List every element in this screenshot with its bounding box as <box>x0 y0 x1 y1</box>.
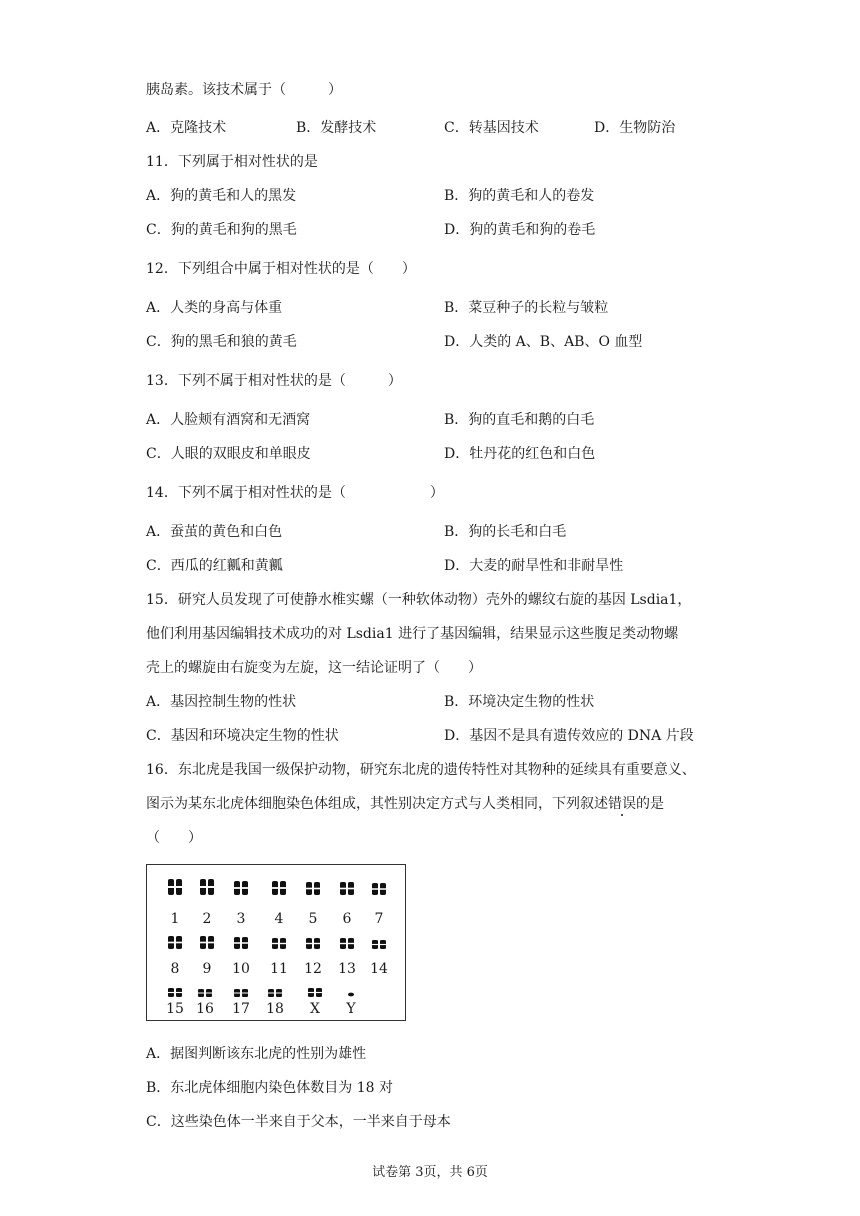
chromosome-6 <box>338 882 356 895</box>
chromosome-12 <box>304 938 322 949</box>
chromosome-3 <box>232 881 250 895</box>
chromosome-X <box>306 988 324 997</box>
chromosome-label-X: X <box>310 1001 320 1017</box>
chromosome-5 <box>304 882 322 895</box>
chromosome-Y <box>342 992 360 997</box>
chromosome-7 <box>370 883 388 895</box>
chromosome-17 <box>232 989 250 997</box>
q15-stem-line1: 15．研究人员发现了可使静水椎实螺（一种软体动物）壳外的螺纹右旋的基因 Lsdia1， <box>146 592 692 608</box>
q16-option-a: A．据图判断该东北虎的性别为雄性 <box>146 1046 367 1062</box>
q10-option-b: B．发酵技术 <box>296 120 377 136</box>
q13-option-c: C．人眼的双眼皮和单眼皮 <box>146 446 311 462</box>
chromosome-2 <box>198 879 216 895</box>
chromosome-label-5: 5 <box>308 911 318 927</box>
chromosome-label-1: 1 <box>170 911 180 927</box>
chromosome-label-8: 8 <box>170 961 180 977</box>
q13-option-d: D．牡丹花的红色和白色 <box>444 446 596 462</box>
q14-stem: 14．下列不属于相对性状的是（ ） <box>146 485 444 501</box>
chromosome-16 <box>196 989 214 997</box>
q15-option-c: C．基因和环境决定生物的性状 <box>146 728 339 744</box>
chromosome-label-10: 10 <box>232 961 250 977</box>
q12-option-d: D．人类的 A、B、AB、O 血型 <box>444 334 643 350</box>
karyotype-figure <box>146 864 406 1021</box>
q15-option-d: D．基因不是具有遗传效应的 DNA 片段 <box>444 728 694 744</box>
q16-option-c: C．这些染色体一半来自于父本，一半来自于母本 <box>146 1114 451 1130</box>
chromosome-13 <box>338 938 356 949</box>
q14-option-a: A．蚕茧的黄色和白色 <box>146 524 283 540</box>
chromosome-15 <box>166 988 184 997</box>
chromosome-14 <box>370 940 388 949</box>
q13-option-b: B．狗的直毛和鹅的白毛 <box>444 412 595 428</box>
chromosome-18 <box>266 989 284 997</box>
chromosome-label-12: 12 <box>304 961 322 977</box>
chromosome-label-18: 18 <box>266 1001 284 1017</box>
q10-option-c: C．转基因技术 <box>444 120 539 136</box>
q10-stem-tail: 胰岛素。该技术属于（ ） <box>146 82 342 98</box>
chromosome-label-13: 13 <box>338 961 356 977</box>
chromosome-label-14: 14 <box>370 961 388 977</box>
chromosome-1 <box>166 879 184 895</box>
chromosome-4 <box>270 881 288 895</box>
q16-emphasis-text: 错误 <box>608 796 636 812</box>
q12-option-c: C．狗的黑毛和狼的黄毛 <box>146 334 297 350</box>
chromosome-11 <box>270 938 288 949</box>
chromosome-9 <box>198 936 216 949</box>
chromosome-label-9: 9 <box>202 961 212 977</box>
q14-option-b: B．狗的长毛和白毛 <box>444 524 567 540</box>
q15-option-b: B．环境决定生物的性状 <box>444 694 595 710</box>
q16-answer-blank: （ ） <box>146 830 202 846</box>
q11-option-b: B．狗的黄毛和人的卷发 <box>444 188 595 204</box>
q11-option-d: D．狗的黄毛和狗的卷毛 <box>444 222 596 238</box>
q16-stem-end: 的是 <box>636 796 664 812</box>
q13-stem: 13．下列不属于相对性状的是（ ） <box>146 373 402 389</box>
q16-emphasis-dot <box>608 796 636 812</box>
q15-option-a: A．基因控制生物的性状 <box>146 694 297 710</box>
chromosome-label-11: 11 <box>270 961 288 977</box>
q15-stem-line2: 他们利用基因编辑技术成功的对 Lsdia1 进行了基因编辑，结果显示这些腹足类动物螺 <box>146 626 679 642</box>
chromosome-8 <box>166 936 184 949</box>
q10-option-a: A．克隆技术 <box>146 120 227 136</box>
q16-stem-line2 <box>146 794 664 814</box>
chromosome-label-7: 7 <box>374 911 384 927</box>
q16-stem-line1: 16．东北虎是我国一级保护动物，研究东北虎的遗传特性对其物种的延续具有重要意义、 <box>146 762 696 778</box>
q11-option-c: C．狗的黄毛和狗的黑毛 <box>146 222 297 238</box>
q11-option-a: A．狗的黄毛和人的黑发 <box>146 188 297 204</box>
q15-stem-line3: 壳上的螺旋由右旋变为左旋，这一结论证明了（ ） <box>146 660 482 676</box>
q14-option-c: C．西瓜的红瓤和黄瓤 <box>146 558 283 574</box>
q16-option-b: B．东北虎体细胞内染色体数目为 18 对 <box>146 1080 394 1096</box>
q10-option-d: D．生物防治 <box>594 120 676 136</box>
q14-option-d: D．大麦的耐旱性和非耐旱性 <box>444 558 624 574</box>
q16-stem-text: 图示为某东北虎体细胞染色体组成，其性别决定方式与人类相同，下列叙述 <box>146 796 608 812</box>
chromosome-label-Y: Y <box>346 1001 356 1017</box>
chromosome-label-3: 3 <box>236 911 246 927</box>
chromosome-label-15: 15 <box>166 1001 184 1017</box>
chromosome-label-16: 16 <box>196 1001 214 1017</box>
chromosome-label-6: 6 <box>342 911 352 927</box>
q12-stem: 12．下列组合中属于相对性状的是（ ） <box>146 261 416 277</box>
q12-option-a: A．人类的身高与体重 <box>146 300 283 316</box>
chromosome-label-2: 2 <box>202 911 212 927</box>
chromosome-10 <box>232 937 250 949</box>
chromosome-label-4: 4 <box>274 911 284 927</box>
q13-option-a: A．人脸颊有酒窝和无酒窝 <box>146 412 311 428</box>
page-footer: 试卷第 3页，共 6页 <box>372 1165 488 1180</box>
q11-stem: 11．下列属于相对性状的是 <box>146 154 318 170</box>
chromosome-label-17: 17 <box>232 1001 250 1017</box>
q12-option-b: B．菜豆种子的长粒与皱粒 <box>444 300 609 316</box>
